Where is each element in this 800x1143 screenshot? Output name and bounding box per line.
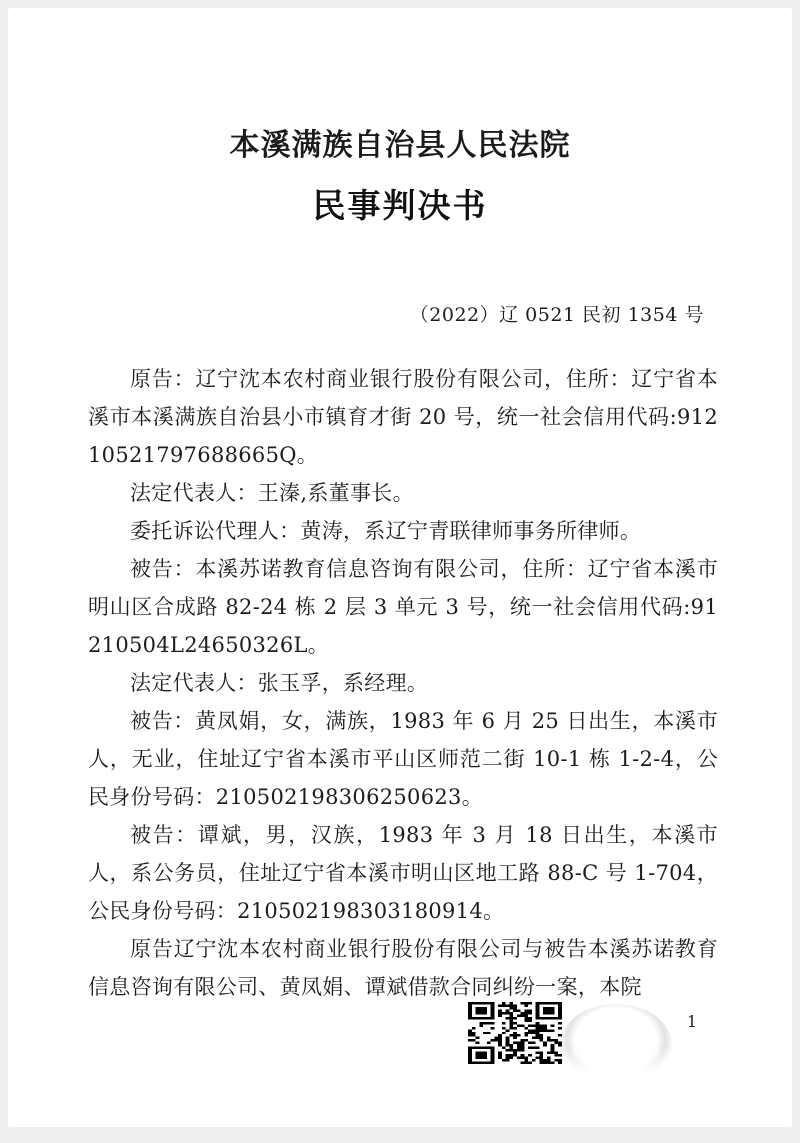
faded-seal-stamp — [560, 1004, 672, 1084]
case-number: （2022）辽 0521 民初 1354 号 — [409, 304, 704, 326]
qr-code-icon — [468, 1002, 562, 1064]
paragraph-case-summary: 原告辽宁沈本农村商业银行股份有限公司与被告本溪苏诺教育信息咨询有限公司、黄凤娟、谭斌借款合同纠纷一案，本院 — [88, 937, 718, 999]
paragraph-defendant-company: 被告：本溪苏诺教育信息咨询有限公司，住所：辽宁省本溪市明山区合成路 82-24 栋 2 层 3 单元 3 号，统一社会信用代码:91210504L24650326L。 — [88, 557, 718, 657]
paragraph-litigation-agent: 委托诉讼代理人：黄涛，系辽宁青联律师事务所律师。 — [130, 519, 642, 543]
judgment-body — [88, 360, 718, 1006]
document-type-title: 民事判决书 — [312, 186, 488, 225]
paragraph-plaintiff: 原告：辽宁沈本农村商业银行股份有限公司，住所：辽宁省本溪市本溪满族自治县小市镇育才街 20 号，统一社会信用代码:91210521797688665Q。 — [88, 367, 718, 467]
paragraph-defendant-huang: 被告：黄凤娟，女，满族，1983 年 6 月 25 日出生，本溪市人，无业，住址辽宁省本溪市平山区师范二街 10-1 栋 1-2-4，公民身份号码：210502198306250623。 — [88, 709, 718, 809]
court-name-title: 本溪满族自治县人民法院 — [229, 128, 571, 163]
document-page — [8, 8, 792, 1127]
page-number: 1 — [686, 1012, 698, 1031]
scan-canvas — [0, 8, 800, 1143]
paragraph-legal-representative-plaintiff: 法定代表人：王溱,系董事长。 — [130, 481, 414, 505]
paragraph-legal-representative-defendant: 法定代表人：张玉孚，系经理。 — [130, 671, 429, 695]
paragraph-defendant-tan: 被告：谭斌，男，汉族，1983 年 3 月 18 日出生，本溪市人，系公务员，住址辽宁省本溪市明山区地工路 88-C 号 1-704，公民身份号码：210502198303180914。 — [88, 823, 718, 923]
